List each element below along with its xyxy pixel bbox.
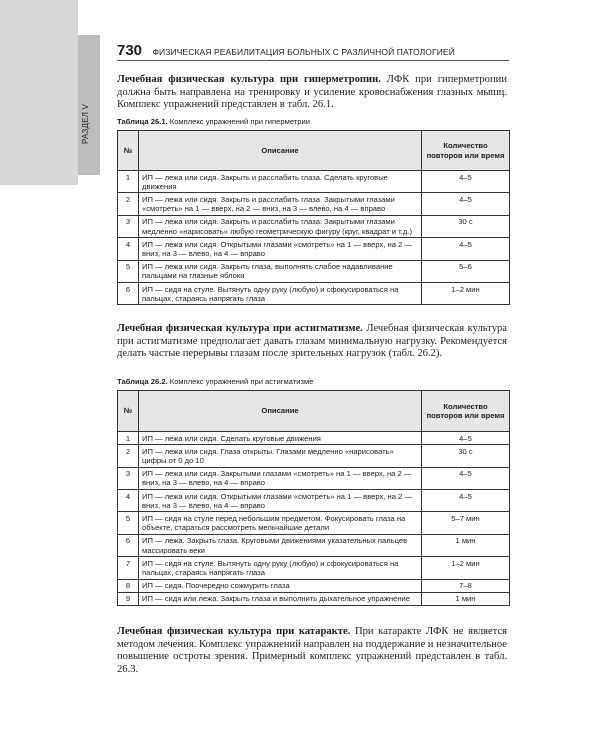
paragraph-heading: Лечебная физическая культура при гиперметропии. <box>117 74 381 85</box>
row-description: ИП — лежа или сидя. Глаза открыты. Глазами медленно «нарисовать» цифры от 0 до 10 <box>139 445 422 467</box>
row-number: 6 <box>118 283 139 305</box>
row-description: ИП — сидя или лежа. Закрыть глаза и выполнить дыхательное упражнение <box>139 592 422 605</box>
row-number: 6 <box>118 534 139 556</box>
row-number: 5 <box>118 512 139 534</box>
table-row <box>118 445 510 467</box>
row-quantity: 4–5 <box>422 467 510 489</box>
row-quantity: 4–5 <box>422 238 510 260</box>
table-row <box>118 490 510 512</box>
page-header <box>117 42 507 60</box>
running-title: ФИЗИЧЕСКАЯ РЕАБИЛИТАЦИЯ БОЛЬНЫХ С РАЗЛИЧНОЙ ПАТОЛОГИЕЙ <box>152 47 455 57</box>
row-description: ИП — сидя на стуле перед небольшим предметом. Фокусировать глаза на объекте, стараться рассмотреть мельчайшие детали <box>139 512 422 534</box>
table-row <box>118 432 510 445</box>
row-number: 8 <box>118 579 139 592</box>
row-number: 9 <box>118 592 139 605</box>
row-number: 3 <box>118 467 139 489</box>
row-number: 3 <box>118 215 139 237</box>
row-description: ИП — лежа или сидя. Открытыми глазами «смотреть» на 1 — вверх, на 2 — вниз, на 3 — влево, на 4 — вправо <box>139 238 422 260</box>
table-header-row <box>118 131 510 171</box>
row-quantity: 1 мин <box>422 592 510 605</box>
table-row <box>118 171 510 193</box>
col-header-qty: Количество повторов или время <box>422 391 510 432</box>
col-header-desc: Описание <box>139 131 422 171</box>
row-quantity: 1 мин <box>422 534 510 556</box>
row-quantity: 4–5 <box>422 193 510 215</box>
table-hypermetropia <box>117 130 510 305</box>
row-description: ИП — сидя на стуле. Вытянуть одну руку (любую) и сфокусироваться на пальцах, стараясь напрягать глаза <box>139 557 422 579</box>
section-tab-label: РАЗДЕЛ V <box>81 103 90 145</box>
row-number: 2 <box>118 193 139 215</box>
table-row <box>118 579 510 592</box>
paragraph-text: При катаракте ЛФК не является методом лечения. Комплекс упражнений направлен на поддержание и незначительное повышение остроты зрения. Примерный комплекс упражнений представлен в табл. 26.3. <box>117 626 508 675</box>
row-description: ИП — лежа или сидя. Закрыть глаза, выполнять слабое надавливание пальцами на глазные яблоки <box>139 260 422 282</box>
table-row <box>118 467 510 489</box>
header-divider <box>117 60 509 61</box>
paragraph-hypermetropia <box>117 74 507 112</box>
paragraph-text: ЛФК при гиперметропии должна быть направлена на тренировку и усиление кровоснабжения глазных мышц. Комплекс упражнений представлен в табл. 26.1. <box>117 74 507 111</box>
row-quantity: 1–2 мин <box>422 557 510 579</box>
paragraph-text: Лечебная физическая культура при астигматизме предполагает давать глазам минимальную нагрузку. Рекомендуется делать частые перерывы глазам после зрительных нагрузок (табл. 26.2). <box>117 323 507 360</box>
table2-caption <box>117 377 313 386</box>
table-row <box>118 283 510 305</box>
table-row <box>118 512 510 534</box>
row-number: 4 <box>118 490 139 512</box>
row-quantity: 30 с <box>422 445 510 467</box>
row-number: 2 <box>118 445 139 467</box>
row-number: 7 <box>118 557 139 579</box>
col-header-desc: Описание <box>139 391 422 432</box>
row-number: 4 <box>118 238 139 260</box>
table-row <box>118 557 510 579</box>
row-quantity: 5–6 <box>422 260 510 282</box>
row-description: ИП — лежа или сидя. Открытыми глазами «смотреть» на 1 — вверх, на 2 — вниз, на 3 — влево, на 4 — вправо <box>139 490 422 512</box>
row-quantity: 30 с <box>422 215 510 237</box>
row-number: 1 <box>118 171 139 193</box>
row-description: ИП — лежа или сидя. Сделать круговые движения <box>139 432 422 445</box>
row-description: ИП — лежа или сидя. Закрытыми глазами «смотреть» на 1 — вверх, на 2 — вниз, на 3 — влево, на 4 — вправо <box>139 467 422 489</box>
row-description: ИП — лежа или сидя. Закрыть и расслабить глаза. Сделать круговые движения <box>139 171 422 193</box>
row-quantity: 4–5 <box>422 171 510 193</box>
row-quantity: 5–7 мин <box>422 512 510 534</box>
paragraph-cataract <box>117 626 507 676</box>
row-quantity: 4–5 <box>422 432 510 445</box>
table1-caption-label: Таблица 26.1. <box>117 117 168 126</box>
paragraph-heading: Лечебная физическая культура при катаракте. <box>117 626 351 637</box>
page-number: 730 <box>117 42 143 59</box>
table-row <box>118 534 510 556</box>
table2-caption-text: Комплекс упражнений при астигматизме <box>167 377 314 386</box>
row-description: ИП — лежа или сидя. Закрыть и расслабить глаза. Закрытыми глазами «смотреть» на 1 — вверх, на 2 — вниз, на 3 — влево, на 4 — вправо <box>139 193 422 215</box>
row-description: ИП — лежа или сидя. Закрыть и расслабить глаза. Закрытыми глазами медленно «нарисовать» любую геометрическую фигуру (круг, квадрат и т.д.) <box>139 215 422 237</box>
table-astigmatism <box>117 390 510 606</box>
table-row <box>118 592 510 605</box>
col-header-num: № <box>118 391 139 432</box>
paragraph-heading: Лечебная физическая культура при астигматизме. <box>117 323 363 334</box>
table1-caption <box>117 117 310 126</box>
table1-caption-text: Комплекс упражнений при гиперметрии <box>167 117 310 126</box>
table-row <box>118 238 510 260</box>
row-quantity: 1–2 мин <box>422 283 510 305</box>
row-quantity: 4–5 <box>422 490 510 512</box>
col-header-qty: Количество повторов или время <box>422 131 510 171</box>
row-quantity: 7–8 <box>422 579 510 592</box>
paragraph-astigmatism <box>117 323 507 361</box>
row-description: ИП — сидя. Поочередно сожмурить глаза <box>139 579 422 592</box>
row-description: ИП — лежа. Закрыть глаза. Круговыми движениями указательных пальцев массировать веки <box>139 534 422 556</box>
row-number: 1 <box>118 432 139 445</box>
side-band <box>0 0 78 185</box>
table-row <box>118 193 510 215</box>
row-description: ИП — сидя на стуле. Вытянуть одну руку (любую) и сфокусироваться на пальцах, стараясь напрягать глаза <box>139 283 422 305</box>
table-header-row <box>118 391 510 432</box>
table-row <box>118 215 510 237</box>
table-row <box>118 260 510 282</box>
row-number: 5 <box>118 260 139 282</box>
table2-caption-label: Таблица 26.2. <box>117 377 168 386</box>
col-header-num: № <box>118 131 139 171</box>
